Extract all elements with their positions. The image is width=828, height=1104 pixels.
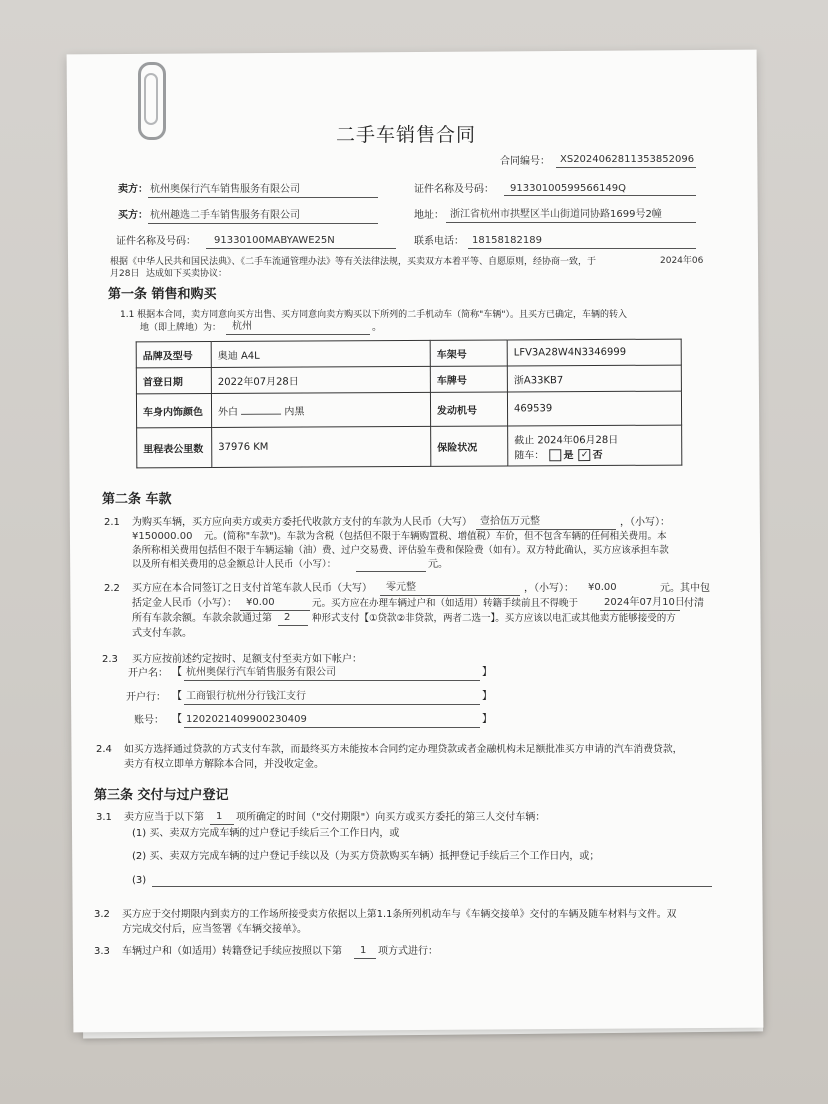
- clause-3-2-line-1: 买方应于交付期限内到卖方的工作场所接受卖方依据以上第1.1条所列机动车与《车辆交接单》交付的车辆及随车材料与文件。双: [122, 909, 677, 920]
- engine-label: 发动机号: [430, 392, 507, 426]
- underline: [556, 167, 696, 168]
- mileage-value: 37976 KM: [212, 426, 431, 467]
- bracket: 】: [482, 691, 492, 702]
- seller-id-label: 证件名称及号码：: [414, 184, 494, 195]
- underline: [240, 610, 310, 611]
- clause-2-1-line-2: 元。(简称"车款")。车款为含税（包括但不限于车辆购置税、增值税）车价，但不包含车辆的任何相关费用。本: [204, 531, 667, 542]
- account-number: 1202021409900230409: [186, 714, 307, 725]
- clause-2-2-line-4: 式支付车款。: [132, 628, 192, 639]
- account-no-label: 账号：: [134, 715, 164, 726]
- insurance-value: [508, 425, 682, 466]
- plate-value: 浙A33KB7: [507, 365, 681, 392]
- checkbox-no[interactable]: ✓: [579, 449, 591, 461]
- clause-3-2-line-2: 方完成交付后，应当签署《车辆交接单》。: [122, 924, 307, 935]
- delivery-option-1: (1) 买、卖双方完成车辆的过户登记手续后三个工作日内，或: [132, 828, 400, 839]
- seller-id: 91330100599566149Q: [510, 183, 627, 194]
- underline: [600, 610, 680, 611]
- clause-2-2-line-1c: 元。其中包: [660, 583, 710, 594]
- clause-2-4-line-1: 如买方选择通过贷款的方式支付车款，而最终买方未能按本合同约定办理贷款或者金融机构未足额批准买方申请的汽车消费贷款，: [124, 744, 683, 755]
- underline: [206, 248, 396, 249]
- exterior-color: 外白: [218, 406, 239, 418]
- buyer-address: 浙江省杭州市拱墅区半山街道同协路1699号2幢: [450, 209, 662, 220]
- underline: [504, 195, 696, 196]
- delivery-option-3: (3): [132, 875, 147, 886]
- clause-3-1-no: 3.1: [96, 812, 112, 823]
- price-uppercase: 壹拾伍万元整: [480, 516, 540, 527]
- vin-label: 车架号: [430, 340, 507, 366]
- underline: [148, 197, 378, 198]
- interior-color: 内黑: [284, 406, 305, 418]
- underline: [184, 704, 480, 705]
- account-name: 杭州奥保行汽车销售服务有限公司: [186, 667, 336, 678]
- bracket: 【: [172, 667, 182, 678]
- payment-method-no: 2: [284, 612, 291, 623]
- brand-value: 奥迪 A4L: [211, 340, 430, 367]
- paperclip-icon: [138, 62, 166, 140]
- period: 。: [372, 322, 382, 333]
- underline: [278, 625, 308, 626]
- clause-2-2-line-2a: 括定金人民币（小写）：: [132, 598, 237, 609]
- payment-deadline: 2024年07月10日: [604, 597, 685, 608]
- preamble-date-b: 月28日: [110, 269, 140, 279]
- clause-1-1-line-2: 地（即上牌地）为：: [140, 323, 222, 333]
- clause-2-2-line-1a: 买方应在本合同签订之日支付首笔车款人民币（大写）: [132, 583, 372, 594]
- insurance-label: 保险状况: [431, 426, 508, 466]
- contract-title: 二手车销售合同: [336, 124, 477, 146]
- delivery-option-2: (2) 买、卖双方完成车辆的过户登记手续以及（为买方贷款购买车辆）抵押登记手续后三个工作日内，或；: [132, 851, 600, 862]
- underline: [380, 595, 520, 596]
- vehicle-info-table: [136, 339, 683, 469]
- mileage-label: 里程表公里数: [137, 428, 212, 468]
- preamble-date-a: 2024年06: [660, 256, 704, 266]
- color-value: [211, 392, 430, 427]
- plate-label: 车牌号: [430, 366, 507, 392]
- insurance-with-car: 随车：: [514, 449, 545, 461]
- account-bank: 工商银行杭州分行钱江支行: [186, 691, 306, 702]
- clause-2-1-no: 2.1: [104, 517, 120, 528]
- underline: [148, 223, 378, 224]
- clause-3-2-no: 3.2: [94, 909, 110, 920]
- price-lowercase: ¥150000.00: [132, 531, 193, 542]
- clause-2-4-line-2: 卖方有权立即单方解除本合同，并没收定金。: [124, 759, 324, 770]
- bracket: 】: [482, 667, 492, 678]
- buyer-id-label: 证件名称及号码：: [116, 236, 196, 247]
- underline: [356, 571, 426, 572]
- transfer-option: 1: [360, 945, 367, 956]
- vin-value: LFV3A28W4N3346999: [507, 339, 681, 366]
- underline: [184, 680, 480, 681]
- underline: [226, 334, 370, 335]
- contract-no-label: 合同编号：: [500, 156, 550, 167]
- clause-3-3-line-1b: 项方式进行：: [378, 946, 438, 957]
- buyer-name: 杭州趣选二手车销售服务有限公司: [150, 210, 300, 221]
- color-label: 车身内饰颜色: [136, 394, 211, 428]
- underline: [184, 727, 480, 728]
- underline: [354, 958, 376, 959]
- buyer-addr-label: 地址：: [414, 210, 444, 221]
- preamble-line-2: 达成如下买卖协议：: [146, 269, 228, 279]
- registration-place: 杭州: [232, 321, 252, 332]
- clause-2-1-line-3: 条所称相关费用包括但不限于车辆运输（油）费、过户交易费、评估验车费和保险费（如有）。双方特此确认，买方应该承担车款: [132, 545, 669, 556]
- account-bank-label: 开户行：: [126, 692, 166, 703]
- delivery-option: 1: [216, 811, 223, 822]
- bracket: 【: [172, 691, 182, 702]
- reg-date-label: 首登日期: [136, 368, 211, 394]
- clause-2-4-no: 2.4: [96, 744, 112, 755]
- clause-2-2-line-2c: 付清: [684, 598, 704, 609]
- insurance-expiry: 截止 2024年06月28日: [514, 434, 619, 446]
- clause-3-1-line-1b: 项所确定的时间（"交付期限"）向买方或买方委托的第三人交付车辆：: [236, 812, 546, 823]
- clause-1-1-line-1: 1.1 根据本合同，卖方同意向买方出售、买方同意向卖方购买以下所列的二手机动车（简称"车辆"）。且买方已确定，车辆的转入: [120, 310, 627, 320]
- reg-date-value: 2022年07月28日: [211, 366, 430, 393]
- clause-2-3-line-1: 买方应按前述约定按时、足额支付至卖方如下帐户：: [132, 654, 362, 665]
- seller-name: 杭州奥保行汽车销售服务有限公司: [150, 184, 300, 195]
- account-name-label: 开户名：: [128, 668, 168, 679]
- bracket: 】: [482, 714, 492, 725]
- engine-value: 469539: [507, 391, 681, 426]
- underline: [468, 248, 696, 249]
- clause-2-2-no: 2.2: [104, 583, 120, 594]
- clause-2-1-line-4b: 元。: [428, 559, 448, 570]
- down-payment-uppercase: 零元整: [386, 582, 416, 593]
- clause-2-2-line-1b: ，（小写）：: [524, 583, 574, 594]
- clause-2-1-line-1a: 为购买车辆，买方应向卖方或卖方委托代收款方支付的车款为人民币（大写）: [132, 517, 472, 528]
- clause-2-2-line-3b: 种形式支付【①贷款②非贷款，两者二选一】。买方应该以电汇或其他卖方能够接受的方: [312, 613, 676, 624]
- bracket: 【: [172, 714, 182, 725]
- clause-2-2-line-3a: 所有车款余额。车款余款通过第: [132, 613, 272, 624]
- clause-3-1-line-1a: 卖方应当于以下第: [124, 812, 204, 823]
- phone: 18158182189: [472, 235, 542, 246]
- phone-label: 联系电话：: [414, 236, 464, 247]
- yes-label: 是: [563, 449, 574, 461]
- underline: [210, 824, 234, 825]
- underline: [152, 886, 712, 887]
- buyer-id: 91330100MABYAWE25N: [214, 235, 335, 246]
- clause-2-3-no: 2.3: [102, 654, 118, 665]
- seller-label: 卖方：: [118, 184, 148, 195]
- contract-no: XS2024062811353852096: [560, 154, 695, 165]
- no-label: 否: [592, 449, 603, 461]
- clause-2-1-line-4: 以及所有相关费用的总金额总计人民币（小写）：: [132, 559, 337, 570]
- clause-3-3-line-1a: 车辆过户和（如适用）转籍登记手续应按照以下第: [122, 946, 342, 957]
- brand-label: 品牌及型号: [136, 342, 211, 368]
- preamble-line-1: 根据《中华人民共和国民法典》、《二手车流通管理办法》等有关法律法规，买卖双方本着平等、自愿原则，经协商一致，于: [110, 257, 597, 267]
- clause-2-1-line-1b: ，（小写）：: [620, 517, 670, 528]
- underline: [446, 222, 696, 223]
- underline: [476, 529, 616, 530]
- buyer-label: 买方：: [118, 210, 148, 221]
- deposit-amount: ¥0.00: [246, 597, 275, 608]
- article-1-title: 第一条 销售和购买: [108, 287, 217, 302]
- article-3-title: 第三条 交付与过户登记: [94, 788, 229, 803]
- down-payment-lowercase: ¥0.00: [588, 582, 617, 593]
- clause-3-3-no: 3.3: [94, 946, 110, 957]
- clause-2-2-line-2b: 元。买方应在办理车辆过户和（如适用）转籍手续前且不得晚于: [312, 598, 579, 609]
- checkbox-yes[interactable]: [549, 449, 561, 461]
- article-2-title: 第二条 车款: [102, 492, 172, 507]
